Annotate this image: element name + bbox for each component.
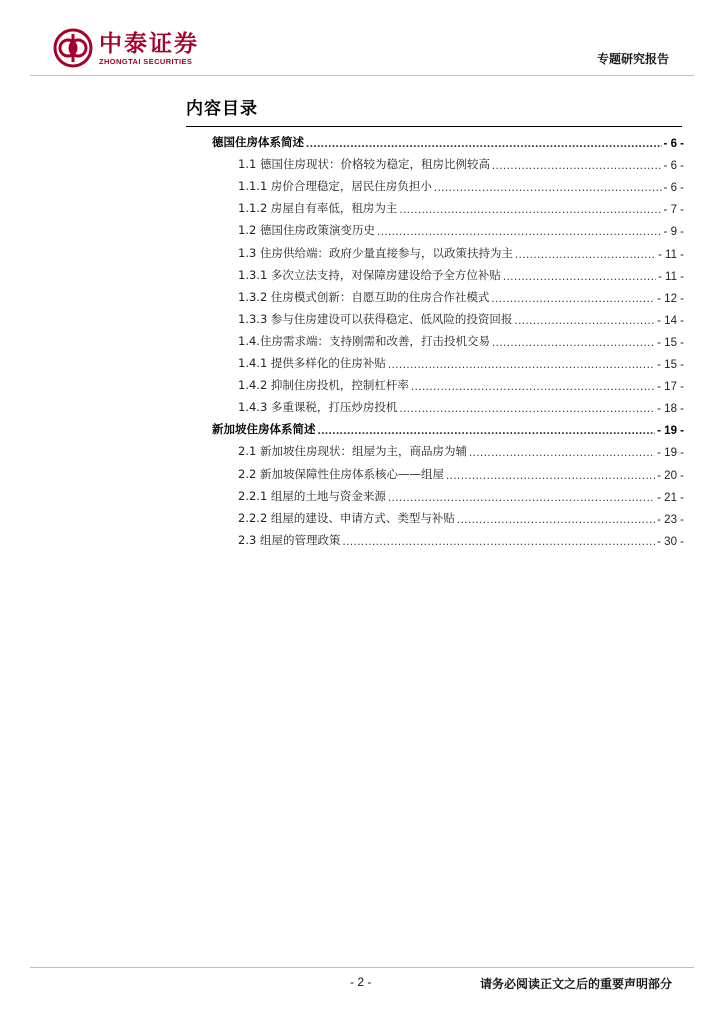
toc-entry-page: - 7 - xyxy=(663,204,684,217)
toc-entry-page: - 12 - xyxy=(657,292,684,305)
page-number: - 2 - xyxy=(350,975,372,989)
toc-leader-dots xyxy=(434,182,662,194)
toc-entry-title: 2.2 新加坡保障性住房体系核心——组屋 xyxy=(238,466,444,481)
toc-leader-dots xyxy=(342,536,655,548)
toc-entry-title: 新加坡住房体系简述 xyxy=(212,422,316,437)
zhongtai-logo-icon xyxy=(53,28,93,68)
toc-section-link[interactable] xyxy=(238,305,684,327)
toc-entry-title: 1.3.2 住房模式创新：自愿互助的住房合作社模式 xyxy=(238,289,490,304)
toc-leader-dots xyxy=(503,271,656,283)
toc-entry-page: - 6 - xyxy=(663,182,684,195)
toc-section-link[interactable] xyxy=(238,393,684,415)
toc-entry-page: - 20 - xyxy=(657,469,684,482)
toc-entry-title: 1.4.2 抑制住房投机，控制杠杆率 xyxy=(238,378,409,393)
toc-entry-title: 1.2 德国住房政策演变历史 xyxy=(238,223,375,238)
toc-entry-title: 2.2.2 组屋的建设、申请方式、类型与补贴 xyxy=(238,510,455,525)
toc-entry-title: 1.4.1 提供多样化的住房补贴 xyxy=(238,356,386,370)
toc-section-link[interactable] xyxy=(238,239,684,261)
toc-entry-page: - 6 - xyxy=(663,138,684,150)
toc-leader-dots xyxy=(399,403,655,415)
report-type-label: 专题研究报告 xyxy=(596,52,669,66)
toc-chapter-link[interactable] xyxy=(212,415,684,437)
toc-leader-dots xyxy=(399,204,661,216)
toc-leader-dots xyxy=(492,337,655,349)
toc-leader-dots xyxy=(491,293,655,305)
page-header xyxy=(0,0,724,80)
toc-section-link[interactable] xyxy=(238,504,684,526)
toc-section-link[interactable] xyxy=(238,172,684,194)
toc-entry-title: 1.4.住房需求端：支持刚需和改善，打击投机交易 xyxy=(238,333,490,348)
toc-section-link[interactable] xyxy=(238,437,684,459)
toc-entry-title: 1.4.3 多重课税，打压炒房投机 xyxy=(238,400,398,415)
company-logo xyxy=(53,28,199,68)
toc-entry-page: - 17 - xyxy=(657,381,684,394)
toc-chapter-link[interactable] xyxy=(212,128,684,150)
toc-leader-dots xyxy=(469,447,655,459)
toc-entry-title: 2.3 组屋的管理政策 xyxy=(238,532,341,547)
toc-section-link[interactable] xyxy=(238,283,684,305)
company-name-en: ZHONGTAI SECURITIES xyxy=(99,56,193,66)
toc-entry-page: - 18 - xyxy=(657,403,684,416)
toc-entry-page: - 30 - xyxy=(657,535,684,548)
toc-leader-dots xyxy=(318,425,656,437)
toc-leader-dots xyxy=(388,359,655,371)
toc-leader-dots xyxy=(411,381,655,393)
toc-entry-title: 2.2.1 组屋的土地与资金来源 xyxy=(238,488,386,503)
toc-entry-page: - 21 - xyxy=(657,491,684,504)
toc-leader-dots xyxy=(306,138,662,150)
toc-entry-title: 1.3.3 参与住房建设可以获得稳定、低风险的投资回报 xyxy=(238,311,513,326)
toc-entry-title: 1.1 德国住房现状：价格较为稳定，租房比例较高 xyxy=(238,157,490,172)
toc-entry-page: - 19 - xyxy=(657,425,684,438)
toc-leader-dots xyxy=(514,315,655,327)
toc-entry-title: 德国住房体系简述 xyxy=(212,135,304,149)
toc-entry-title: 1.1.1 房价合理稳定，居民住房负担小 xyxy=(238,179,432,194)
toc-entry-title: 1.3 住房供给端：政府少量直接参与，以政策扶持为主 xyxy=(238,245,513,260)
toc-title: 内容目录 xyxy=(186,99,258,119)
toc-leader-dots xyxy=(457,514,655,526)
company-name-cn: 中泰证券 xyxy=(99,30,199,57)
toc-section-link[interactable] xyxy=(238,216,684,238)
toc-section-link[interactable] xyxy=(238,349,684,371)
disclaimer-text: 请务必阅读正文之后的重要声明部分 xyxy=(479,977,672,991)
toc-entry-page: - 11 - xyxy=(658,270,684,283)
toc-section-link[interactable] xyxy=(238,327,684,349)
footer-divider xyxy=(30,967,694,968)
toc-entry-title: 1.3.1 多次立法支持，对保障房建设给予全方位补贴 xyxy=(238,267,501,282)
toc-section-link[interactable] xyxy=(238,482,684,504)
toc-title-divider xyxy=(186,126,682,127)
toc-entry-page: - 14 - xyxy=(657,314,684,327)
toc-entry-title: 1.1.2 房屋自有率低，租房为主 xyxy=(238,201,398,216)
toc-leader-dots xyxy=(446,470,655,482)
toc-section-link[interactable] xyxy=(238,150,684,172)
toc-entry-page: - 19 - xyxy=(657,447,684,460)
toc-entry-page: - 15 - xyxy=(657,359,684,371)
toc-section-link[interactable] xyxy=(238,526,684,548)
toc-section-link[interactable] xyxy=(238,194,684,216)
toc-leader-dots xyxy=(388,492,655,504)
toc-section-link[interactable] xyxy=(238,261,684,283)
toc-entry-page: - 6 - xyxy=(663,160,684,173)
header-divider xyxy=(30,75,694,76)
toc-entry-page: - 23 - xyxy=(657,513,684,526)
toc-section-link[interactable] xyxy=(238,371,684,393)
toc-entry-page: - 11 - xyxy=(658,248,684,261)
toc-leader-dots xyxy=(515,249,656,261)
toc-section-link[interactable] xyxy=(238,460,684,482)
toc-entry-title: 2.1 新加坡住房现状：组屋为主，商品房为辅 xyxy=(238,444,467,459)
toc-leader-dots xyxy=(492,160,662,172)
toc-entry-page: - 9 - xyxy=(663,226,684,239)
toc-leader-dots xyxy=(377,226,662,238)
toc-entry-page: - 15 - xyxy=(657,336,684,349)
